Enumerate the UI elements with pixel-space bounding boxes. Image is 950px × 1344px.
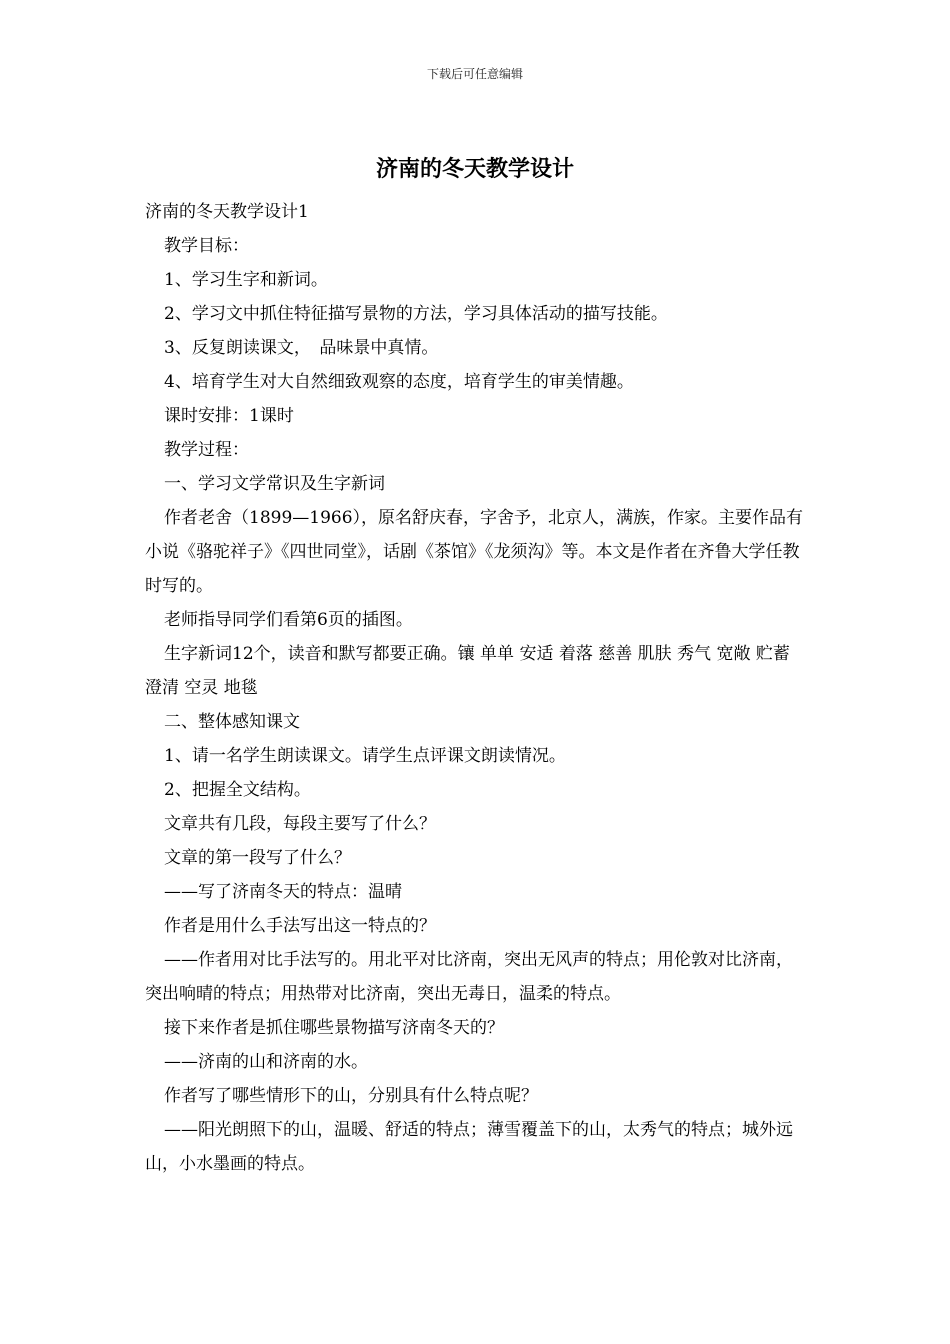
paragraph: ——济南的山和济南的水。 [164, 1052, 368, 1072]
paragraph: 2、把握全文结构。 [164, 780, 311, 800]
paragraph: 文章共有几段，每段主要写了什么？ [164, 814, 436, 834]
paragraph: 1、学习生字和新词。 [164, 270, 328, 290]
document-body [145, 195, 807, 1181]
paragraph: 教学过程： [164, 440, 249, 460]
paragraph: 生字新词12个，读音和默写都要正确。镶 单单 安适 着落 慈善 肌肤 秀气 宽敞 贮蓄 澄清 空灵 地毯 [145, 644, 790, 698]
paragraph: ——作者用对比手法写的。用北平对比济南，突出无风声的特点；用伦敦对比济南，突出响晴的特点；用热带对比济南，突出无毒日，温柔的特点。 [145, 950, 793, 1004]
paragraph: 二、整体感知课文 [164, 712, 300, 732]
paragraph: 一、学习文学常识及生字新词 [164, 474, 385, 494]
paragraph: 济南的冬天教学设计1 [145, 202, 309, 222]
paragraph: 课时安排：1课时 [164, 406, 294, 426]
paragraph: 4、培育学生对大自然细致观察的态度，培育学生的审美情趣。 [164, 372, 634, 392]
paragraph: 接下来作者是抓住哪些景物描写济南冬天的？ [164, 1018, 504, 1038]
paragraph: 老师指导同学们看第6页的插图。 [164, 610, 413, 630]
paragraph: 文章的第一段写了什么？ [164, 848, 351, 868]
paragraph: ——阳光朗照下的山，温暖、舒适的特点；薄雪覆盖下的山，太秀气的特点；城外远山，小水墨画的特点。 [145, 1120, 793, 1174]
paragraph: 3、反复朗读课文， 品味景中真情。 [164, 338, 439, 358]
paragraph: 作者是用什么手法写出这一特点的？ [164, 916, 436, 936]
paragraph: 1、请一名学生朗读课文。请学生点评课文朗读情况。 [164, 746, 566, 766]
document-title: 济南的冬天教学设计 [375, 156, 574, 182]
header-note: 下载后可任意编辑 [426, 67, 523, 81]
paragraph: 作者写了哪些情形下的山，分别具有什么特点呢？ [164, 1086, 538, 1106]
paragraph: 2、学习文中抓住特征描写景物的方法，学习具体活动的描写技能。 [164, 304, 668, 324]
paragraph: ——写了济南冬天的特点：温晴 [164, 882, 402, 902]
paragraph: 教学目标： [164, 236, 249, 256]
paragraph: 作者老舍（1899—1966），原名舒庆春，字舍予，北京人，满族，作家。主要作品有小说《骆驼祥子》《四世同堂》，话剧《茶馆》《龙须沟》等。本文是作者在齐鲁大学任教时写的。 [145, 508, 804, 596]
